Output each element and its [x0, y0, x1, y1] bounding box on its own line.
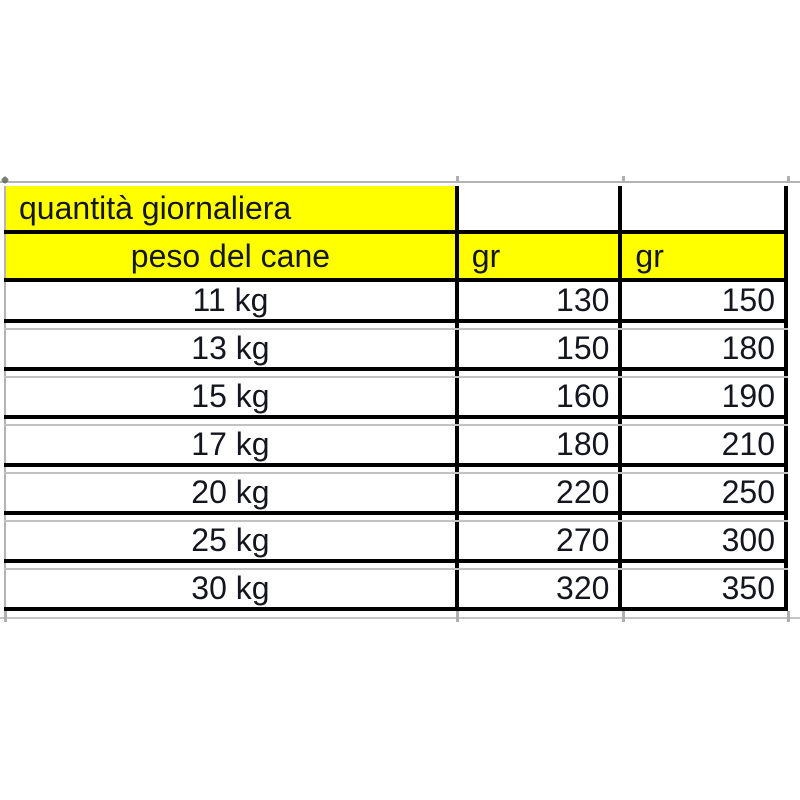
table-row-header [4, 234, 788, 282]
weight-cell: 11 kg [4, 282, 459, 319]
weight-cell: 20 kg [4, 474, 459, 511]
header-weight-cell: peso del cane [4, 234, 459, 278]
value-cell: 180 [459, 426, 623, 463]
table-row [4, 282, 788, 323]
value-cell: 180 [622, 330, 788, 367]
weight-cell: 25 kg [4, 522, 459, 559]
table-row [4, 522, 788, 563]
gridline-stub [4, 611, 7, 622]
weight-cell: 13 kg [4, 330, 459, 367]
bottom-gridline [0, 617, 800, 619]
table-row [4, 330, 788, 371]
value-cell: 250 [622, 474, 788, 511]
empty-cell [622, 186, 788, 230]
table-row [4, 378, 788, 419]
title-cell: quantità giornaliera [4, 186, 459, 230]
value-cell: 160 [459, 378, 623, 415]
row-separator [4, 467, 788, 474]
value-cell: 130 [459, 282, 623, 319]
value-cell: 220 [459, 474, 623, 511]
row-separator [4, 515, 788, 522]
gridline-stub [787, 176, 790, 183]
table-row [4, 474, 788, 515]
gridline-stub [787, 611, 790, 622]
row-separator [4, 419, 788, 426]
value-cell: 320 [459, 570, 623, 607]
value-cell: 350 [622, 570, 788, 607]
gridline-stub [456, 176, 459, 183]
value-cell: 150 [459, 330, 623, 367]
row-separator [4, 323, 788, 330]
row-separator [4, 563, 788, 570]
value-cell: 150 [622, 282, 788, 319]
daily-quantity-table [4, 186, 788, 611]
weight-cell: 30 kg [4, 570, 459, 607]
row-separator [4, 371, 788, 378]
weight-cell: 17 kg [4, 426, 459, 463]
empty-cell [459, 186, 623, 230]
value-cell: 210 [622, 426, 788, 463]
table-row [4, 426, 788, 467]
table-row-title [4, 186, 788, 234]
header-unit1-cell: gr [459, 234, 623, 278]
value-cell: 300 [622, 522, 788, 559]
weight-cell: 15 kg [4, 378, 459, 415]
gridline-stub [456, 611, 459, 622]
gridline-stub [622, 611, 625, 622]
value-cell: 270 [459, 522, 623, 559]
header-unit2-cell: gr [622, 234, 788, 278]
top-gridline [0, 181, 800, 183]
value-cell: 190 [622, 378, 788, 415]
gridline-stub [622, 176, 625, 183]
table-row [4, 570, 788, 611]
